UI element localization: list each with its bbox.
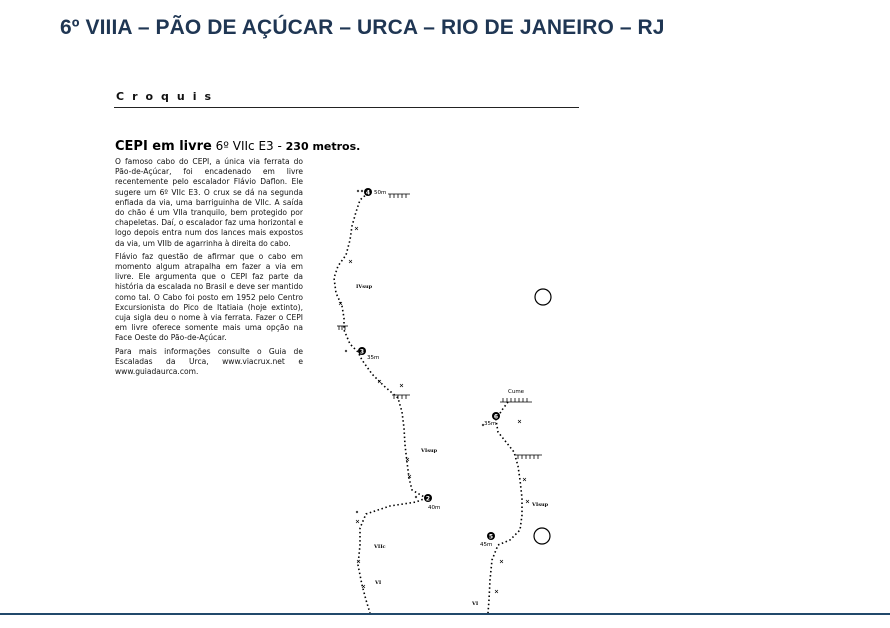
route-name: CEPI em livre [115, 139, 212, 154]
grade-label: VIIc [374, 544, 386, 550]
belay-3-number: 3 [359, 348, 365, 356]
grade-label: IVsup [356, 284, 373, 290]
section-title: Croquis [116, 90, 220, 103]
route-length: 230 metros. [285, 140, 361, 153]
page-title: 6º VIIIA – PÃO DE AÇÚCAR – URCA – RIO DE JANEIRO – RJ [60, 16, 665, 39]
pitch-length-label: 35m [367, 355, 380, 361]
route-grade: 6º VIIc E3 - [215, 139, 282, 153]
belay-4-number: 4 [365, 189, 371, 197]
route-line-left [334, 193, 426, 613]
belay-2-number: 2 [425, 495, 431, 503]
description-paragraph: Para mais informações consulte o Guia de Escaladas da Urca, www.viacrux.net e www.guiadaurca.com. [115, 346, 303, 377]
pitch-length-label: 40m [428, 505, 441, 511]
grade-label: VI [472, 601, 479, 607]
grade-label: VIsup [421, 448, 438, 454]
bottom-rule [0, 613, 890, 615]
belay-6-number: 6 [493, 413, 499, 421]
pitch-length-label: 45m [480, 542, 493, 548]
grade-label: VIsup [532, 502, 549, 508]
open-circle-marker [535, 289, 551, 305]
description-paragraph: O famoso cabo do CEPI, a única via ferrata do Pão-de-Açúcar, foi encadenado em livre recentemente pelo escalador Flávio Daflon. Ele sugere um 6º VIIc E3. O crux se dá na segunda enfiada da via, uma barriguinha de VIIc. A saída do chão é um VIIa tranquilo, bem protegido por chapeletas. Daí, o escalador faz uma horizontal e logo depois entra num dos lances mais expostos da via, um VIIb de agarrinha à direita do cabo. [115, 157, 303, 248]
description-paragraph: Flávio faz questão de afirmar que o cabo em momento algum atrapalha em fazer a via em livre. Ele argumenta que o CEPI faz parte da história da escalada no Brasil e deve ser mantido como tal. O Cabo foi posto em 1952 pelo Centro Excursionista do Pico de Itatiaia (hoje extinto), cuja sigla deu o nome à via ferrata. Fazer o CEPI em livre oferece somente mais uma opção na Face Oeste do Pão-de-Açúcar. [115, 251, 303, 343]
grade-label: VI [375, 580, 382, 586]
route-line-right [488, 402, 522, 613]
pitch-length-label: 50m [374, 190, 387, 196]
ledge-marks [337, 194, 542, 459]
open-circle-marker [534, 528, 550, 544]
bolt-marks [339, 190, 529, 593]
summit-label: Cume [508, 389, 525, 395]
belay-5-number: 5 [488, 533, 494, 541]
pitch-length-label: 35m [484, 421, 497, 427]
